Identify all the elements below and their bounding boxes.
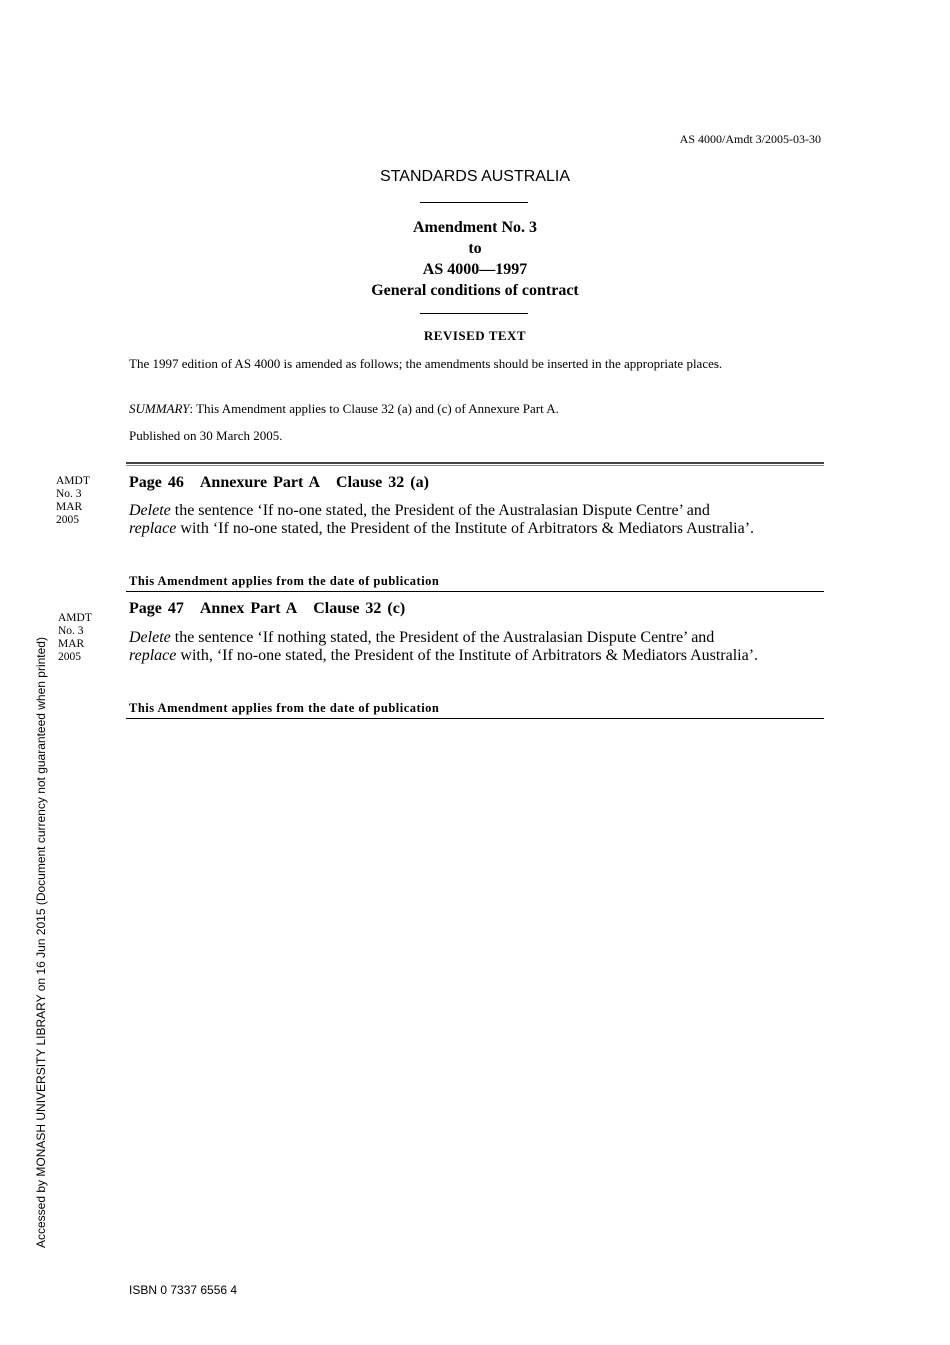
margin-line: 2005 [58,651,81,663]
divider [420,313,528,314]
margin-line: AMDT [58,612,92,624]
title-line: AS 4000—1997 [422,261,528,278]
published-date: Published on 30 March 2005. [129,428,283,443]
applies-note: This Amendment applies from the date of publication [129,574,440,588]
section-rule [126,718,824,719]
replace-word: replace [129,646,177,664]
margin-line: MAR [58,638,85,650]
margin-line: AMDT [56,475,90,487]
amendment-body [129,629,824,664]
summary-label: SUMMARY [129,401,190,416]
delete-text: the sentence ‘If no-one stated, the President of the Australasian Dispute Centre’ and [170,502,710,519]
amendment-body [129,502,824,537]
amendment-margin-note [56,475,90,527]
summary-text: : This Amendment applies to Clause 32 (a) and (c) of Annexure Part A. [189,401,559,416]
revised-text-heading: REVISED TEXT [423,328,527,343]
amendment-heading: Page 47 Annex Part A Clause 32 (c) [129,600,406,617]
replace-text: with ‘If no-one stated, the President of the Institute of Arbitrators & Mediators Australia’. [176,519,755,537]
title-line: General conditions of contract [371,282,579,299]
title-block [0,217,950,301]
margin-line: MAR [56,501,83,513]
applies-note: This Amendment applies from the date of publication [129,701,440,715]
delete-text: the sentence ‘If nothing stated, the President of the Australasian Dispute Centre’ and [170,629,715,646]
title-line: Amendment No. 3 [413,219,537,236]
title-line: to [468,240,482,257]
margin-line: 2005 [56,514,79,526]
isbn: ISBN 0 7337 6556 4 [129,1283,238,1297]
section-rule [126,591,824,592]
replace-text: with, ‘If no-one stated, the President of the Institute of Arbitrators & Mediators Australia’. [176,646,759,664]
margin-line: No. 3 [58,625,84,637]
replace-word: replace [129,519,177,537]
delete-word: Delete [129,502,171,519]
amendment-heading: Page 46 Annexure Part A Clause 32 (a) [129,474,429,491]
section-rule [126,462,824,466]
access-watermark: Accessed by MONASH UNIVERSITY LIBRARY on 16 Jun 2015 (Document currency not guaranteed when printed) [34,637,48,1248]
summary [129,400,822,417]
delete-word: Delete [129,629,171,646]
document-reference: AS 4000/Amdt 3/2005-03-30 [679,132,821,146]
margin-line: No. 3 [56,488,82,500]
divider [420,202,528,203]
organisation-name: STANDARDS AUSTRALIA [380,168,570,185]
amendment-margin-note [58,612,92,664]
edition-note: The 1997 edition of AS 4000 is amended as follows; the amendments should be inserted in the appropriate places. [129,356,723,371]
